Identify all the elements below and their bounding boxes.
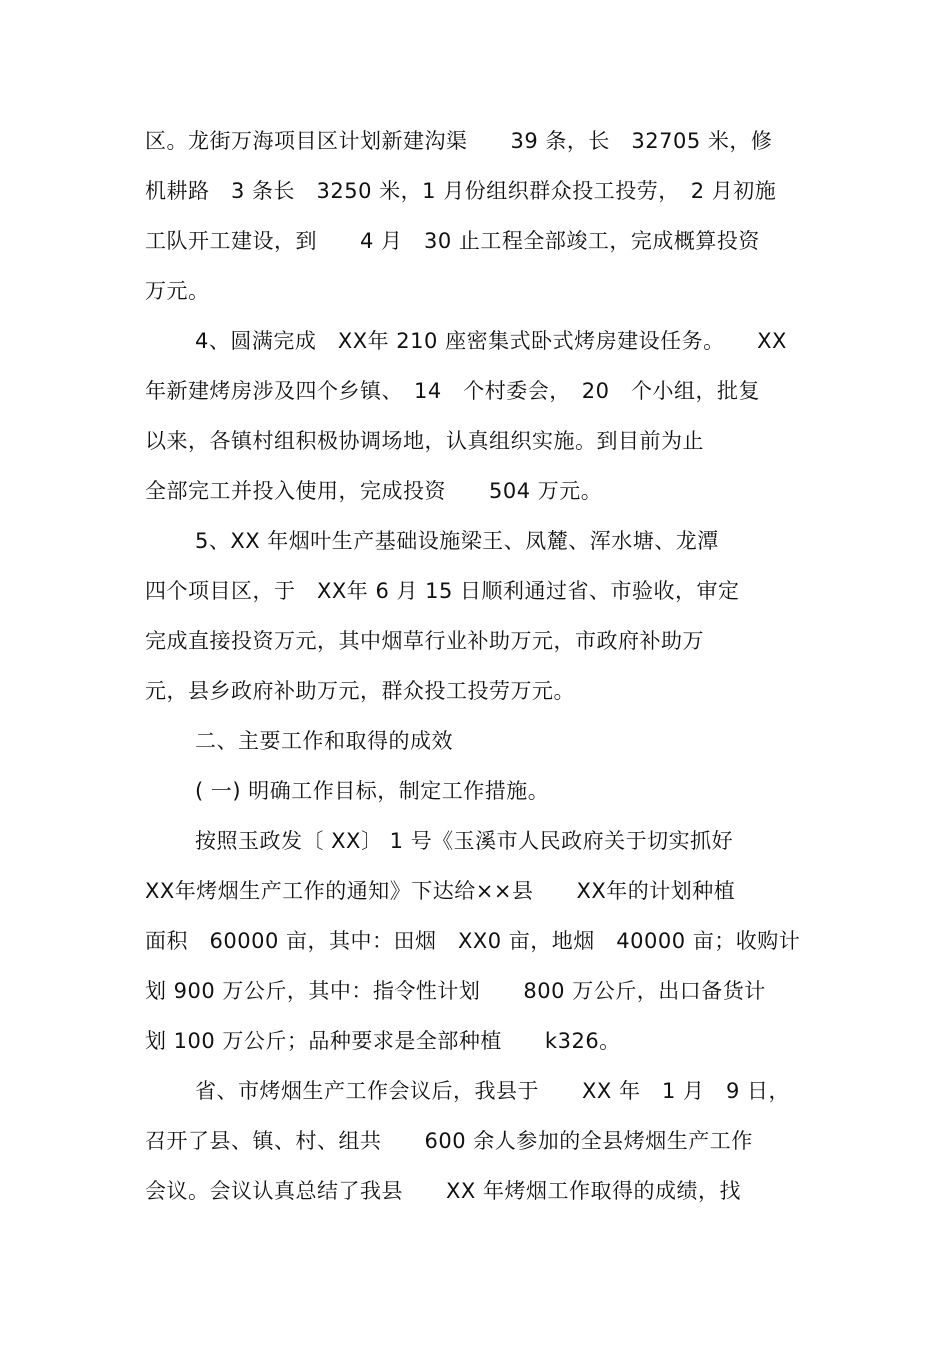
text-line: 完成直接投资万元，其中烟草行业补助万元，市政府补助万 xyxy=(145,629,704,653)
text-line: 区。龙街万海项目区计划新建沟渠 39 条，长 32705 米，修 xyxy=(145,129,773,153)
text-line: 工队开工建设，到 4 月 30 止工程全部竣工，完成概算投资 xyxy=(145,229,760,253)
text-line: 机耕路 3 条长 3250 米，1 月份组织群众投工投劳， 2 月初施 xyxy=(145,179,777,203)
text-line: 面积 60000 亩，其中：田烟 XX0 亩，地烟 40000 亩；收购计 xyxy=(145,929,801,953)
text-line: 召开了县、镇、村、组共 600 余人参加的全县烤烟生产工作 xyxy=(145,1129,753,1153)
text-line: 划 900 万公斤，其中：指令性计划 800 万公斤，出口备货计 xyxy=(145,979,766,1003)
subsection-heading: ( 一) 明确工作目标，制定工作措施。 xyxy=(195,779,550,803)
paragraph-first-line: 按照玉政发〔 XX〕 1 号《玉溪市人民政府关于切实抓好 xyxy=(195,829,734,853)
text-line: 会议。会议认真总结了我县 XX 年烤烟工作取得的成绩，找 xyxy=(145,1179,741,1203)
text-line: 万元。 xyxy=(145,279,210,303)
text-line: 以来，各镇村组积极协调场地，认真组织实施。到目前为止 xyxy=(145,429,704,453)
paragraph-5-first-line: 5、XX 年烟叶生产基础设施梁王、凤麓、浑水塘、龙潭 xyxy=(195,529,719,553)
text-line: 元，县乡政府补助万元，群众投工投劳万元。 xyxy=(145,679,575,703)
text-line: 全部完工并投入使用，完成投资 504 万元。 xyxy=(145,479,603,503)
text-line: XX年烤烟生产工作的通知》下达给××县 XX年的计划种植 xyxy=(145,879,736,903)
paragraph-first-line: 省、市烤烟生产工作会议后，我县于 XX 年 1 月 9 日， xyxy=(195,1079,791,1103)
paragraph-4-first-line: 4、圆满完成 XX年 210 座密集式卧式烤房建设任务。 XX xyxy=(195,329,787,353)
section-heading: 二、主要工作和取得的成效 xyxy=(195,729,453,753)
text-line: 四个项目区，于 XX年 6 月 15 日顺利通过省、市验收，审定 xyxy=(145,579,740,603)
text-line: 年新建烤房涉及四个乡镇、 14 个村委会， 20 个小组，批复 xyxy=(145,379,760,403)
text-line: 划 100 万公斤；品种要求是全部种植 k326。 xyxy=(145,1029,621,1053)
